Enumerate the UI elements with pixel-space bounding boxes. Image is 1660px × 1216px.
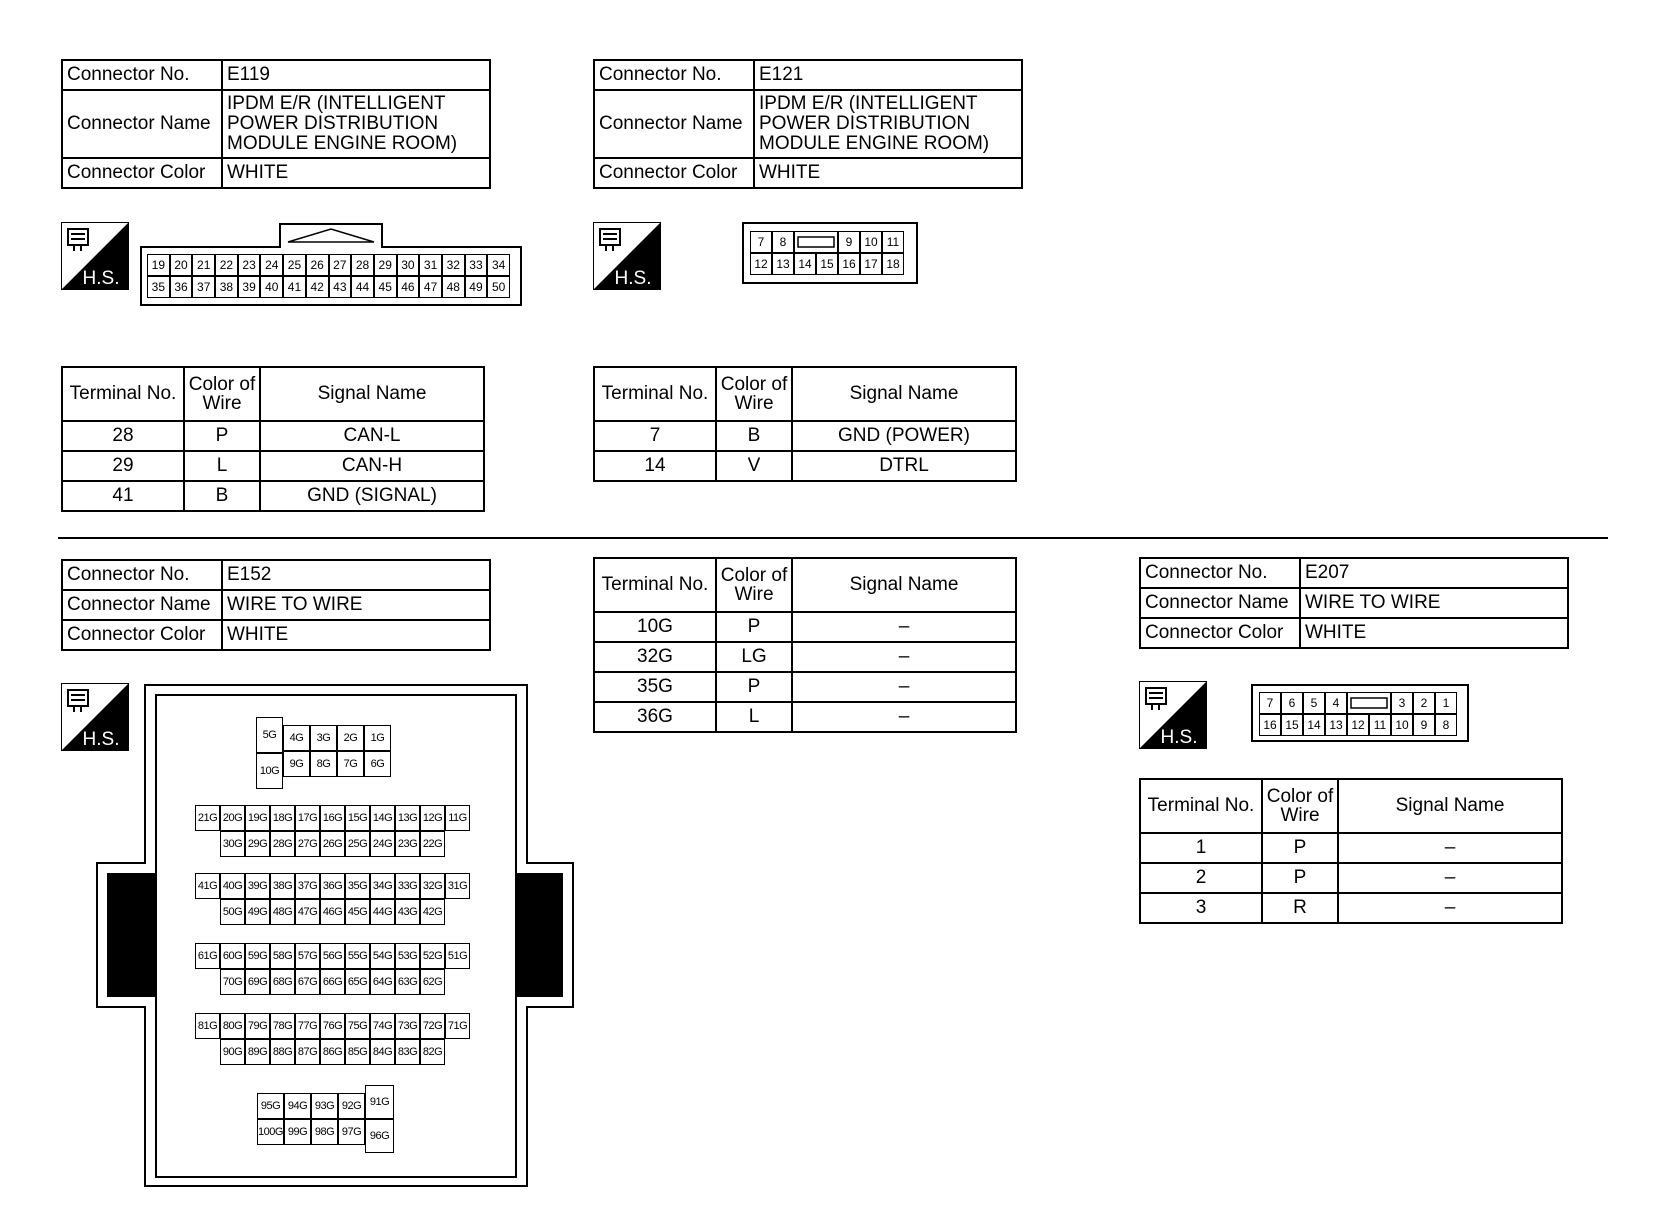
connector-color-value: WHITE [1300, 618, 1568, 648]
pin: 23G [395, 831, 420, 857]
connector-no-label: Connector No. [1140, 558, 1300, 588]
terminal-no: 35G [594, 672, 716, 702]
pin: 100G [257, 1119, 284, 1145]
pin: 2G [337, 725, 364, 751]
pin: 7G [337, 751, 364, 777]
pin: 32 [442, 254, 465, 276]
e207-pin-grid-row2 [1259, 714, 1457, 736]
pin: 29 [374, 254, 397, 276]
pin: 40G [220, 873, 245, 899]
terminal-no: 28 [62, 421, 184, 451]
color-of-wire-header: Color of Wire [716, 558, 792, 612]
pin: 98G [311, 1119, 338, 1145]
pin: 6G [364, 751, 391, 777]
pin: 68G [270, 969, 295, 995]
pin: 41G [195, 873, 220, 899]
e121-pin-grid [750, 231, 904, 253]
section-divider [58, 537, 1608, 539]
pin: 8 [1435, 714, 1457, 736]
wire-color: R [1262, 893, 1338, 923]
pin-blank [1347, 692, 1391, 714]
pin: 38G [270, 873, 295, 899]
table-row [1140, 893, 1562, 923]
pin: 58G [270, 943, 295, 969]
terminal-no: 14 [594, 451, 716, 481]
pin: 17 [860, 253, 882, 275]
connector-name-value: WIRE TO WIRE [1300, 588, 1568, 618]
terminal-no: 36G [594, 702, 716, 732]
color-of-wire-header: Color of Wire [1262, 779, 1338, 833]
pin: 61G [195, 943, 220, 969]
wire-color: P [1262, 833, 1338, 863]
pin: 48 [442, 276, 465, 298]
e152-pin-row [195, 1013, 470, 1039]
signal-name-header: Signal Name [260, 367, 484, 421]
signal-name: – [792, 612, 1016, 642]
pin: 92G [338, 1093, 365, 1119]
connector-no-label: Connector No. [594, 60, 754, 90]
pin: 24 [260, 254, 283, 276]
pin: 46 [397, 276, 420, 298]
pin: 23 [238, 254, 261, 276]
pin: 9G [283, 751, 310, 777]
wire-color: LG [716, 642, 792, 672]
hs-label: H.S. [614, 268, 652, 289]
pin: 75G [345, 1013, 370, 1039]
connector-color-value: WHITE [222, 620, 490, 650]
pin: 12 [1347, 714, 1369, 736]
pin: 63G [395, 969, 420, 995]
signal-name-header: Signal Name [792, 558, 1016, 612]
pin: 6 [1281, 692, 1303, 714]
pin: 44 [351, 276, 374, 298]
pin: 11G [445, 805, 470, 831]
e152-pin-block-bottom-tall [365, 1085, 394, 1153]
pin: 31G [445, 873, 470, 899]
pin: 35G [345, 873, 370, 899]
pin: 83G [395, 1039, 420, 1065]
table-row [594, 451, 1016, 481]
e152-pin-block-top [283, 725, 391, 777]
e119-connector-face [140, 222, 522, 306]
harness-side-icon [1139, 681, 1207, 749]
connector-color-value: WHITE [754, 158, 1022, 188]
pin: 99G [284, 1119, 311, 1145]
pin: 65G [345, 969, 370, 995]
pin: 76G [320, 1013, 345, 1039]
table-row [1140, 863, 1562, 893]
pin: 56G [320, 943, 345, 969]
e207-info-table [1139, 557, 1569, 649]
e207-connector-face [1251, 684, 1469, 742]
signal-name: DTRL [792, 451, 1016, 481]
e152-pin-row [195, 805, 470, 831]
pin: 42 [306, 276, 329, 298]
connector-color-label: Connector Color [1140, 618, 1300, 648]
e152-connector-face [95, 683, 575, 1188]
pin: 41 [283, 276, 306, 298]
pin: 80G [220, 1013, 245, 1039]
pin: 16 [838, 253, 860, 275]
pin: 69G [245, 969, 270, 995]
pin: 22G [420, 831, 445, 857]
connector-name-label: Connector Name [62, 590, 222, 620]
pin: 86G [320, 1039, 345, 1065]
signal-name: – [1338, 893, 1562, 923]
wire-color: L [184, 451, 260, 481]
pin: 74G [370, 1013, 395, 1039]
connector-color-label: Connector Color [62, 158, 222, 188]
pin: 91G [365, 1085, 394, 1119]
pin: 5G [256, 717, 283, 753]
pin: 52G [420, 943, 445, 969]
pin: 21 [192, 254, 215, 276]
harness-side-icon [61, 222, 129, 290]
pin: 31 [419, 254, 442, 276]
pin: 88G [270, 1039, 295, 1065]
pin: 60G [220, 943, 245, 969]
pin: 27G [295, 831, 320, 857]
signal-name-header: Signal Name [1338, 779, 1562, 833]
e152-info-table [61, 559, 491, 651]
pin: 90G [220, 1039, 245, 1065]
pin: 5 [1303, 692, 1325, 714]
terminal-no: 7 [594, 421, 716, 451]
connector-name-value: WIRE TO WIRE [222, 590, 490, 620]
e119-pin-grid [147, 254, 510, 298]
pin: 47G [295, 899, 320, 925]
pin: 19G [245, 805, 270, 831]
signal-name: GND (SIGNAL) [260, 481, 484, 511]
table-row [594, 642, 1016, 672]
pin: 77G [295, 1013, 320, 1039]
connector-color-label: Connector Color [594, 158, 754, 188]
pin: 42G [420, 899, 445, 925]
connector-name-value: IPDM E/R (INTELLIGENT POWER DISTRIBUTION MODULE ENGINE ROOM) [754, 90, 1022, 158]
e121-info-table [593, 59, 1023, 189]
pin: 43 [329, 276, 352, 298]
signal-name: GND (POWER) [792, 421, 1016, 451]
pin: 10 [1391, 714, 1413, 736]
table-row [62, 451, 484, 481]
wire-color: P [184, 421, 260, 451]
pin: 39 [238, 276, 261, 298]
pin: 19 [147, 254, 170, 276]
pin: 47 [419, 276, 442, 298]
pin: 25G [345, 831, 370, 857]
pin: 16 [1259, 714, 1281, 736]
wire-color: B [716, 421, 792, 451]
hs-label: H.S. [82, 268, 120, 289]
pin: 44G [370, 899, 395, 925]
signal-name: CAN-H [260, 451, 484, 481]
hs-label: H.S. [82, 729, 120, 750]
pin: 3G [310, 725, 337, 751]
pin: 33 [465, 254, 488, 276]
pin: 11 [1369, 714, 1391, 736]
pin: 82G [420, 1039, 445, 1065]
pin: 1 [1435, 692, 1457, 714]
e152-pin-row [220, 831, 445, 857]
pin: 34G [370, 873, 395, 899]
e152-terminal-table [593, 557, 1017, 733]
harness-side-icon [593, 222, 661, 290]
pin: 7 [1259, 692, 1281, 714]
pin: 89G [245, 1039, 270, 1065]
e119-info-table [61, 59, 491, 189]
pin: 96G [365, 1119, 394, 1153]
pin: 32G [420, 873, 445, 899]
pin: 78G [270, 1013, 295, 1039]
e207-terminal-table [1139, 778, 1563, 924]
pin: 2 [1413, 692, 1435, 714]
pin: 4 [1325, 692, 1347, 714]
table-row [594, 612, 1016, 642]
connector-name-label: Connector Name [62, 90, 222, 158]
signal-name: – [1338, 833, 1562, 863]
pin: 50 [487, 276, 510, 298]
wire-color: L [716, 702, 792, 732]
table-row [594, 702, 1016, 732]
pin: 20G [220, 805, 245, 831]
pin: 49G [245, 899, 270, 925]
connector-name-value: IPDM E/R (INTELLIGENT POWER DISTRIBUTION MODULE ENGINE ROOM) [222, 90, 490, 158]
pin: 43G [395, 899, 420, 925]
signal-name: – [792, 672, 1016, 702]
e121-connector-face [742, 222, 918, 284]
connector-no-value: E119 [222, 60, 490, 90]
pin: 9 [838, 231, 860, 253]
pin: 10G [256, 753, 283, 789]
wire-color: P [1262, 863, 1338, 893]
terminal-no: 41 [62, 481, 184, 511]
pin: 64G [370, 969, 395, 995]
pin: 14G [370, 805, 395, 831]
pin: 45G [345, 899, 370, 925]
e152-pin-row [220, 1039, 445, 1065]
pin: 28G [270, 831, 295, 857]
pin: 26G [320, 831, 345, 857]
pin: 28 [351, 254, 374, 276]
pin: 13 [772, 253, 794, 275]
pin: 25 [283, 254, 306, 276]
pin: 24G [370, 831, 395, 857]
pin: 85G [345, 1039, 370, 1065]
pin: 22 [215, 254, 238, 276]
signal-name: – [792, 702, 1016, 732]
terminal-no-header: Terminal No. [1140, 779, 1262, 833]
connector-no-label: Connector No. [62, 60, 222, 90]
pin: 26 [306, 254, 329, 276]
signal-name-header: Signal Name [792, 367, 1016, 421]
e152-pin-block-bottom [257, 1093, 365, 1145]
table-row [62, 421, 484, 451]
pin: 14 [794, 253, 816, 275]
pin: 36 [170, 276, 193, 298]
pin: 67G [295, 969, 320, 995]
pin: 30 [397, 254, 420, 276]
pin: 81G [195, 1013, 220, 1039]
pin: 20 [170, 254, 193, 276]
e152-pin-row [220, 969, 445, 995]
pin: 51G [445, 943, 470, 969]
pin: 79G [245, 1013, 270, 1039]
wire-color: P [716, 612, 792, 642]
e121-pin-grid-row2 [750, 253, 904, 275]
pin: 59G [245, 943, 270, 969]
table-row [594, 421, 1016, 451]
pin: 48G [270, 899, 295, 925]
pin: 97G [338, 1119, 365, 1145]
wire-color: V [716, 451, 792, 481]
e152-pin-row [195, 943, 470, 969]
connector-no-value: E121 [754, 60, 1022, 90]
pin: 45 [374, 276, 397, 298]
pin: 36G [320, 873, 345, 899]
pin: 8G [310, 751, 337, 777]
pin: 12 [750, 253, 772, 275]
pin: 39G [245, 873, 270, 899]
pin: 29G [245, 831, 270, 857]
terminal-no: 2 [1140, 863, 1262, 893]
e121-terminal-table [593, 366, 1017, 482]
pin: 3 [1391, 692, 1413, 714]
pin: 66G [320, 969, 345, 995]
pin: 54G [370, 943, 395, 969]
pin: 40 [260, 276, 283, 298]
connector-color-value: WHITE [222, 158, 490, 188]
pin: 73G [395, 1013, 420, 1039]
connector-name-label: Connector Name [1140, 588, 1300, 618]
e207-pin-grid [1259, 692, 1457, 714]
pin: 93G [311, 1093, 338, 1119]
pin: 1G [364, 725, 391, 751]
pin: 21G [195, 805, 220, 831]
connector-no-value: E207 [1300, 558, 1568, 588]
wire-color: P [716, 672, 792, 702]
connector-color-label: Connector Color [62, 620, 222, 650]
pin: 7 [750, 231, 772, 253]
pin: 84G [370, 1039, 395, 1065]
pin: 15G [345, 805, 370, 831]
pin: 37G [295, 873, 320, 899]
connector-no-value: E152 [222, 560, 490, 590]
e119-terminal-table [61, 366, 485, 512]
pin: 15 [1281, 714, 1303, 736]
terminal-no-header: Terminal No. [594, 367, 716, 421]
signal-name: – [792, 642, 1016, 672]
pin: 30G [220, 831, 245, 857]
pin: 17G [295, 805, 320, 831]
pin: 13 [1325, 714, 1347, 736]
terminal-no: 1 [1140, 833, 1262, 863]
pin: 16G [320, 805, 345, 831]
pin: 49 [465, 276, 488, 298]
pin: 12G [420, 805, 445, 831]
e152-pin-row [195, 873, 470, 899]
pin: 34 [487, 254, 510, 276]
pin: 18G [270, 805, 295, 831]
pin: 50G [220, 899, 245, 925]
pin: 11 [882, 231, 904, 253]
e152-pin-block-top-tall [256, 717, 283, 789]
pin: 14 [1303, 714, 1325, 736]
pin: 8 [772, 231, 794, 253]
signal-name: – [1338, 863, 1562, 893]
terminal-no-header: Terminal No. [62, 367, 184, 421]
color-of-wire-header: Color of Wire [716, 367, 792, 421]
color-of-wire-header: Color of Wire [184, 367, 260, 421]
pin: 18 [882, 253, 904, 275]
pin: 27 [329, 254, 352, 276]
pin: 94G [284, 1093, 311, 1119]
pin: 13G [395, 805, 420, 831]
pin: 33G [395, 873, 420, 899]
signal-name: CAN-L [260, 421, 484, 451]
pin: 46G [320, 899, 345, 925]
table-row [62, 481, 484, 511]
pin: 53G [395, 943, 420, 969]
pin: 9 [1413, 714, 1435, 736]
pin: 4G [283, 725, 310, 751]
pin: 70G [220, 969, 245, 995]
terminal-no-header: Terminal No. [594, 558, 716, 612]
terminal-no: 32G [594, 642, 716, 672]
table-row [594, 672, 1016, 702]
wire-color: B [184, 481, 260, 511]
pin: 95G [257, 1093, 284, 1119]
pin: 87G [295, 1039, 320, 1065]
pin: 37 [192, 276, 215, 298]
pin: 72G [420, 1013, 445, 1039]
pin: 38 [215, 276, 238, 298]
pin: 62G [420, 969, 445, 995]
pin: 57G [295, 943, 320, 969]
pin: 55G [345, 943, 370, 969]
connector-no-label: Connector No. [62, 560, 222, 590]
pin: 15 [816, 253, 838, 275]
e152-pin-row [220, 899, 445, 925]
table-row [1140, 833, 1562, 863]
connector-name-label: Connector Name [594, 90, 754, 158]
terminal-no: 29 [62, 451, 184, 481]
pin: 35 [147, 276, 170, 298]
terminal-no: 10G [594, 612, 716, 642]
pin-blank [794, 231, 838, 253]
pin: 71G [445, 1013, 470, 1039]
hs-label: H.S. [1160, 727, 1198, 748]
pin: 10 [860, 231, 882, 253]
terminal-no: 3 [1140, 893, 1262, 923]
